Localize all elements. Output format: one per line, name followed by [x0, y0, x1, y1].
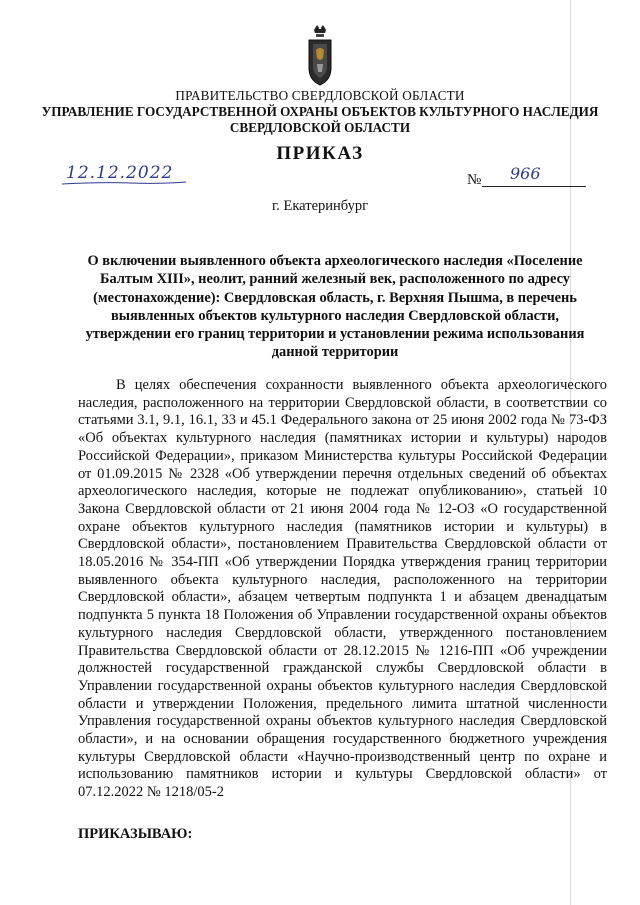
number-underline — [482, 186, 586, 187]
government-title: ПРАВИТЕЛЬСТВО СВЕРДЛОВСКОЙ ОБЛАСТИ — [175, 88, 465, 103]
order-number: 966 — [510, 164, 541, 183]
coat-of-arms-icon — [307, 24, 333, 86]
department-title: УПРАВЛЕНИЕ ГОСУДАРСТВЕННОЙ ОХРАНЫ ОБЪЕКТОВ КУЛЬТУРНОГО НАСЛЕДИЯ СВЕРДЛОВСКОЙ ОБЛАСТИ — [41, 104, 599, 135]
number-sign: № — [467, 172, 482, 188]
document-type-title: ПРИКАЗ — [276, 143, 364, 164]
order-subject: О включении выявленного объекта археологического наследия «Поселение Балтым XIII», неолит, ранний железный век, расположенного по адресу (местонахождение): Свердловская область, г. Верхняя Пышма, в перечень выявленных объектов культурного наследия Свердловской области, утверждении его границ территории и установлении режима использования данной территории — [85, 253, 585, 361]
city-label: г. Екатеринбург — [271, 198, 369, 214]
order-directive-heading: ПРИКАЗЫВАЮ: — [78, 826, 193, 842]
order-date: 12.12.2022 — [66, 163, 174, 183]
order-preamble: В целях обеспечения сохранности выявленного объекта археологического наследия, расположенного на территории Свердловской области, в соответствии со статьями 3.1, 9.1, 16.1, 33 и 45.1 Федерального закона от 25 июня 2002 года № 73-ФЗ «Об объектах культурного наследия (памятниках истории и культуры) народов Российской Федерации», приказом Министерства культуры Российской Федерации от 01.09.2015 № 2328 «Об утверждении перечня отдельных сведений об объектах археологического наследия, которые не подлежат опубликованию», статьей 10 Закона Свердловской области от 21 июня 2004 года № 12-ОЗ «О государственной охране объектов культурного наследия (памятников истории и культуры) в Свердловской области», постановлением Правительства Свердловской области от 18.05.2016 № 354-ПП «Об утверждении Порядка утверждения границ территории выявленного объекта культурного наследия, расположенного на территории Свердловской области», абзацем четвертым подпункта 1 и абзацем двенадцатым подпункта 5 пункта 18 Положения об Управлении государственной охраны объектов культурного наследия Свердловской области, утвержденного постановлением Правительства Свердловской области от 28.12.2015 № 1216-ПП «Об учреждении должностей государственной гражданской службы Свердловской области в Управлении государственной охраны объектов культурного наследия Свердловской области и утверждении Положения, предельного лимита штатной численности Управления государственной охраны объектов культурного наследия Свердловской области», и на основании обращения государственного бюджетного учреждения культуры Свердловской области «Научно-производственный центр по охране и использованию памятников истории и культуры Свердловской области» от 07.12.2022 № 1218/05-2 — [78, 377, 607, 801]
